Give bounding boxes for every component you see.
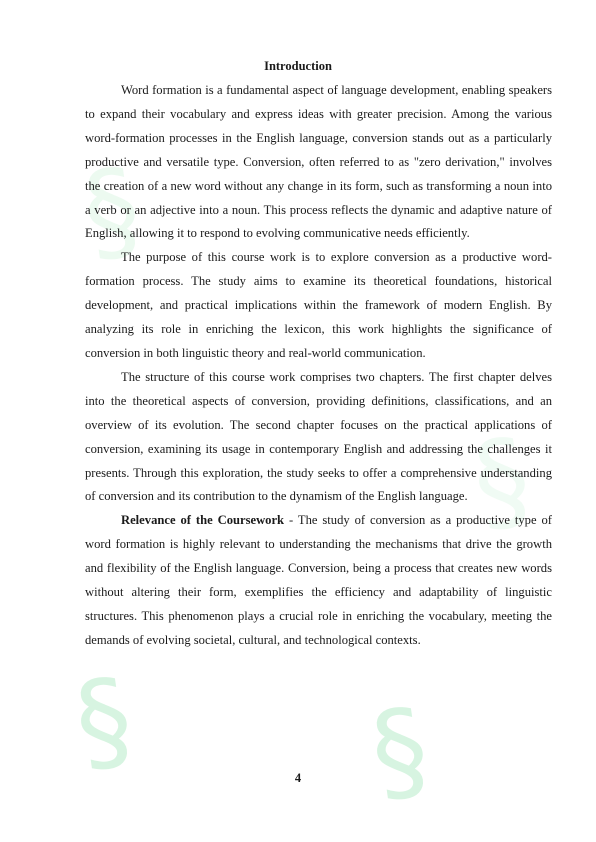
structure-paragraph: The structure of this course work comprises two chapters. The first chapter delves into the theoretical aspects of conversion, providing definitions, classifications, and an overview of its evolution. The second chapter focuses on the practical applications of conversion, examining its usage in contemporary English and addressing the challenges it presents. Through this exploration, the study seeks to offer a comprehensive understanding of conversion and its contribution to the dynamism of the English language.	[85, 369, 552, 504]
page-title: Introduction	[264, 59, 332, 73]
purpose-paragraph: The purpose of this course work is to explore conversion as a productive word-formation process. The study aims to examine its theoretical foundations, historical development, and practical implications within the framework of modern English. By analyzing its role in enriching the lexicon, this work highlights the significance of conversion in both linguistic theory and real-world communication.	[85, 250, 552, 360]
body-text	[85, 79, 552, 653]
section-watermark-icon	[360, 683, 436, 819]
section-watermark-icon	[64, 653, 140, 789]
intro-paragraph: Word formation is a fundamental aspect of language development, enabling speakers to expand their vocabulary and express ideas with greater precision. Among the various word-formation processes in the English language, conversion stands out as a particularly productive and versatile type. Conversion, often referred to as "zero derivation," involves the creation of a new word without any change in its form, such as transforming a noun into a verb or an adjective into a noun. This process reflects the dynamic and adaptive nature of English, allowing it to respond to evolving communicative needs efficiently.	[85, 83, 552, 241]
svg-text:§: §	[363, 683, 436, 819]
relevance-heading: Relevance of the Coursework	[121, 513, 285, 528]
svg-text:§: §	[465, 413, 538, 549]
svg-text:§: §	[67, 653, 140, 789]
svg-text:§: §	[75, 143, 148, 279]
relevance-text: - The study of conversion as a productive type of word formation is highly relevant to understanding the mechanisms that drive the growth and flexibility of the English language. Conversion, being a process that creates new words without altering their form, exemplifies the efficiency and adaptability of linguistic structures. This phenomenon plays a crucial role in enriching the vocabulary, meeting the demands of evolving societal, cultural, and technological contexts.	[85, 513, 552, 647]
page-number: 4	[294, 771, 302, 785]
relevance-paragraph	[85, 509, 552, 652]
